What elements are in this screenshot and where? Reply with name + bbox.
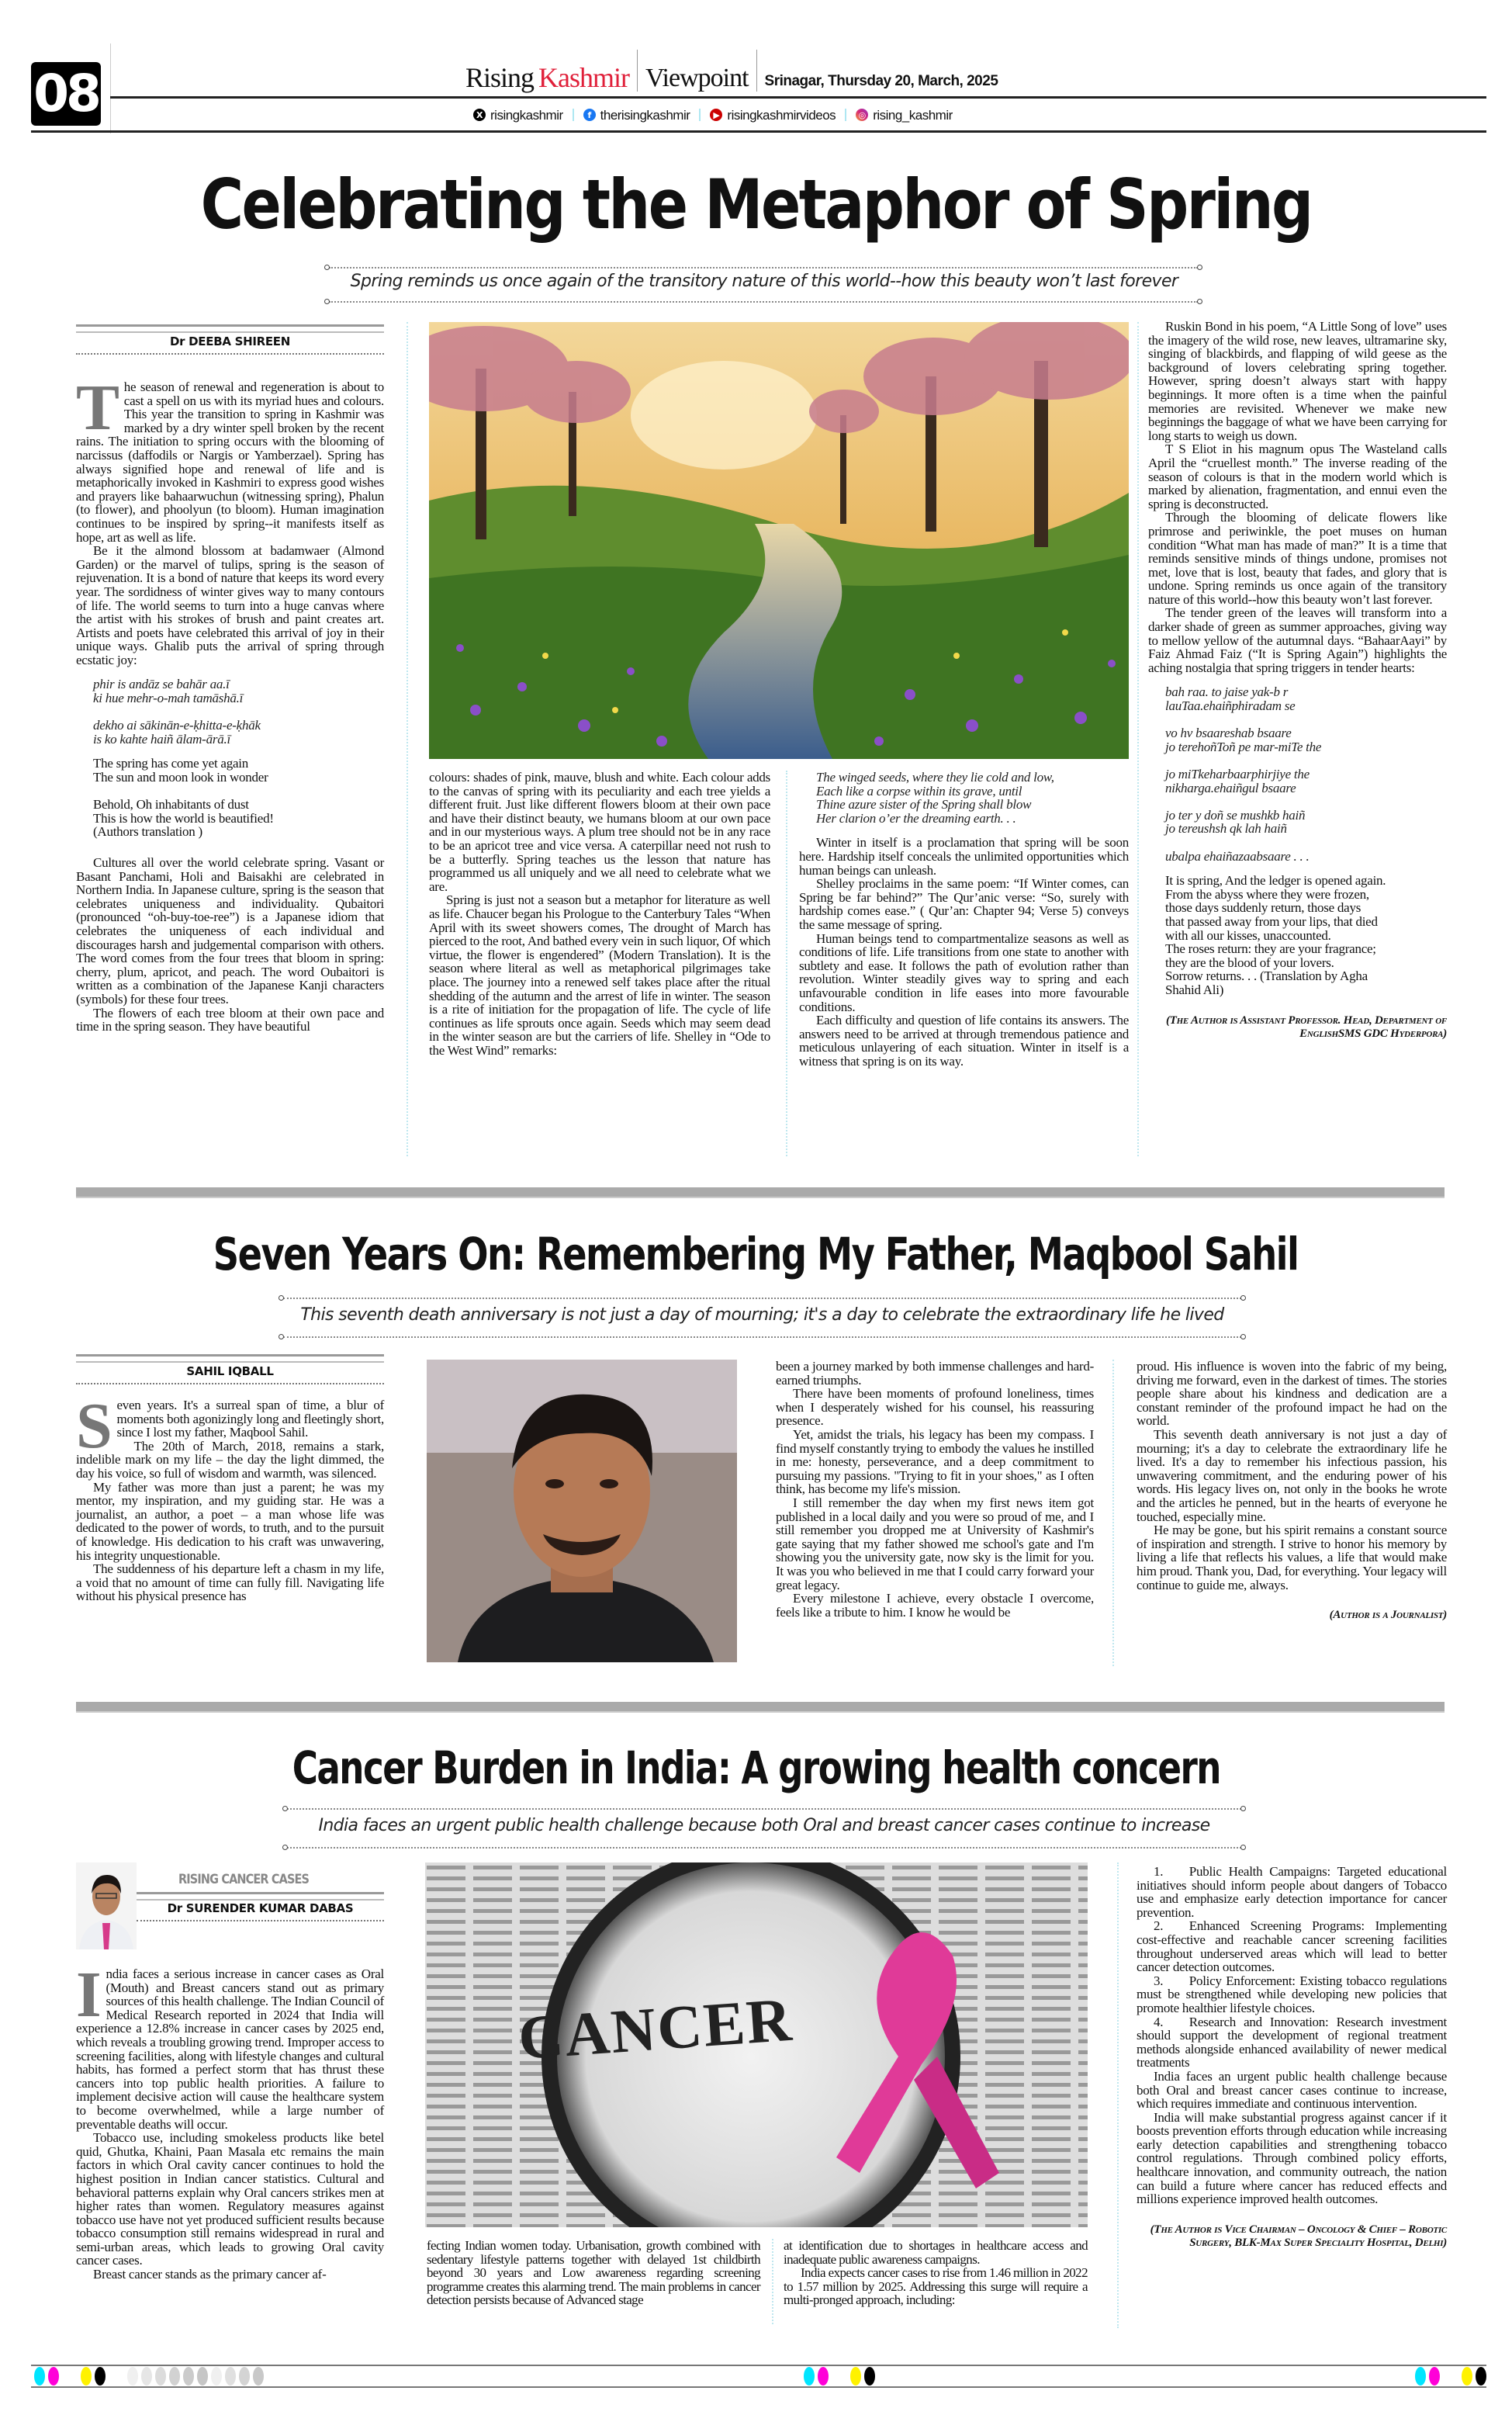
paragraph: India expects cancer cases to rise from 1.46 million in 2022 to 1.57 million by 2025. Addressing this surge will require a multi-pronged approach, including: xyxy=(784,2265,1088,2308)
article2-column-3 xyxy=(776,1360,1094,1619)
cyan-swatch xyxy=(1415,2367,1426,2386)
black-swatch xyxy=(1476,2367,1486,2386)
spring-landscape-image xyxy=(429,322,1129,759)
print-color-bar xyxy=(31,2365,1486,2388)
article1-subtitle: Spring reminds us once again of the transitory nature of this world--how this beauty won’t last forever xyxy=(350,272,1178,291)
article3-column-1 xyxy=(76,1959,384,2282)
shelley-verse: The winged seeds, where they lie cold and low, Each like a corpse within its grave, until Thine azure sister of the Spring shall blow Her clarion o’er the dreaming earth. . . xyxy=(816,770,1054,826)
youtube-icon: ▶ xyxy=(710,109,722,121)
dateline: Srinagar, Thursday 20, March, 2025 xyxy=(764,73,998,89)
masthead-rule xyxy=(110,96,1486,99)
cyan-swatch xyxy=(804,2367,815,2386)
drop-cap: T xyxy=(76,372,119,444)
column-separator xyxy=(1117,1862,1119,2328)
gray-swatch xyxy=(141,2367,152,2386)
ghalib-translation: The spring has come yet again The sun and moon look in wonder Behold, Oh inhabitants of dust This is how the world is beautified! (Authors translation ) xyxy=(93,756,274,840)
byline-rule xyxy=(76,353,384,355)
paragraph: This seventh death anniversary is not just a day of mourning; it's a day to celebrate the extraordinary life he lived. It's a day to remember his infectious passion, his unwavering commitment, and the enduring power of his words. His legacy lives on, not only in the books he wrote and the articles he penned, but in the hearts of everyone he touched, especially mine. xyxy=(1137,1426,1447,1524)
paragraph: Shelley proclaims in the same poem: “If Winter comes, can Spring be far behind?” The Qur’anic verse: “So, surely with hardship comes ease.” ( Qur’an: Chapter 94; Verse 5) conveys the same message of spring. xyxy=(799,876,1129,932)
article1-column-3 xyxy=(799,771,1129,1068)
social-youtube[interactable] xyxy=(710,109,836,122)
column-separator xyxy=(1137,322,1139,1156)
divider xyxy=(110,43,111,133)
article3-headline xyxy=(0,1741,1512,1794)
section-name: Viewpoint xyxy=(645,64,749,92)
paragraph-text: even years. It's a surreal span of time, a blur of moments both agonizingly long and fleetingly short, since I lost my father, Maqbool Sahil. xyxy=(116,1398,384,1440)
divider xyxy=(637,50,638,92)
section-divider xyxy=(76,1187,1445,1198)
gray-swatch xyxy=(239,2367,250,2386)
list-item: 4. Research and Innovation: Research investment should support the development of regional treatment methods alongside enhanced availability of newer medical treatments xyxy=(1137,2014,1447,2070)
brand-rising: Rising xyxy=(465,62,535,93)
page-number: 08 xyxy=(31,62,101,126)
gray-swatch xyxy=(225,2367,236,2386)
author-photo xyxy=(76,1862,137,1949)
headline-text: Seven Years On: Remembering My Father, Maqbool Sahil xyxy=(213,1228,1299,1280)
article3-column-3 xyxy=(784,2239,1088,2307)
list-item: 3. Policy Enforcement: Existing tobacco regulations must be strengthened while developing new policies that promote healthier lifestyle choices. xyxy=(1137,1973,1447,2015)
faiz-verse: bah raa. to jaise yak-b r lauTaa.ehaiñphiradam se vo hv bsaareshab bsaare jo terehoñToñ pe mar-miTe the jo miTkeharbaarphirjiye the nikharga.ehaiñgul bsaare jo ter y doñ se mushkb haiñ jo tereushsh qk lah haiñ ubalpa ehaiñazaabsaare . . . xyxy=(1165,684,1322,864)
social-x[interactable] xyxy=(473,109,563,122)
article2-column-1 xyxy=(76,1390,384,1604)
paragraph: India will make substantial progress against cancer if it boosts prevention efforts through education while increasing early detection capabilities and strengthening tobacco control regulations. Through combined policy efforts, healthcare innovation, and community outreach, the nation can build a future where cancer has reduced effects and millions experience improved health outcomes. xyxy=(1137,2109,1447,2207)
article1-column-2 xyxy=(429,771,770,1057)
paragraph: The flowers of each tree bloom at their own pace and time in the spring season. They have beautiful xyxy=(76,1005,384,1034)
masthead xyxy=(465,48,1164,92)
social-handle: risingkashmirvideos xyxy=(727,107,836,123)
paragraph: There have been moments of profound loneliness, times when I desperately wished for his counsel, his reassuring presence. xyxy=(776,1386,1094,1429)
paragraph: The 20th of March, 2018, remains a stark, indelible mark on my life – the day the light dimmed, the day his voice, so full of wisdom and warmth, was silenced. xyxy=(76,1438,384,1481)
section-divider xyxy=(76,1702,1445,1713)
divider xyxy=(756,50,757,92)
masthead-rule xyxy=(31,130,1486,133)
column-separator xyxy=(407,322,408,1156)
article3-column-4 xyxy=(1137,1865,1447,2250)
article3-column-2 xyxy=(427,2239,760,2307)
maqbool-sahil-portrait xyxy=(427,1360,737,1662)
byline-rule xyxy=(76,1383,384,1384)
paragraph: He may be gone, but his spirit remains a constant source of inspiration and strength. I strive to honor his memory by living a life that reflects his values, a life that would make him proud. Thank you, Dad, for everything. Your legacy will continue to guide me, always. xyxy=(1137,1523,1447,1592)
byline-rule xyxy=(137,1892,384,1901)
yellow-swatch xyxy=(850,2367,861,2386)
paragraph: proud. His influence is woven into the fabric of my being, driving me forward, even in the darkest of times. The stories people share about his kindness and dedication are a constant reminder of the profound impact he had on the world. xyxy=(1137,1359,1447,1429)
author-credit: (The Author is Vice Chairman – Oncology & Chief – Robotic Surgery, BLK-Max Super Speciality Hospital, Delhi) xyxy=(1150,2223,1447,2249)
subtitle-rule xyxy=(287,1808,1241,1810)
x-icon: X xyxy=(473,109,486,121)
paragraph: Ruskin Bond in his poem, “A Little Song of love” uses the imagery of the wild rose, new leaves, ultramarine sky, singing of blackbirds, and flapping of wild geese as the background of lovers celebrating spring together. However, spring doesn’t always start with happy beginnings. It more often is a time when the painful memories are revisited. Whenever we make new beginnings the baggage of what we have been carrying for long starts to weigh us down. xyxy=(1148,319,1447,443)
subtitle-rule xyxy=(287,1847,1241,1849)
article3-byline: Dr SURENDER KUMAR DABAS xyxy=(167,1901,354,1915)
registration-mark xyxy=(1443,2367,1458,2386)
social-facebook[interactable] xyxy=(583,109,690,122)
paragraph: Through the blooming of delicate flowers like primrose and periwinkle, the poet muses on human condition “What man has made of man?” It is a time that reminds sensitive minds of things undone, promises not met, love that is lost, beauty that fades, and glory that is undone. Spring reminds us once again of the transitory nature of this world--how this beauty won’t last forever. xyxy=(1148,510,1447,607)
black-swatch xyxy=(864,2367,875,2386)
article1-column-4 xyxy=(1148,320,1447,1041)
divider xyxy=(573,109,574,121)
magenta-swatch xyxy=(818,2367,829,2386)
gray-swatch xyxy=(155,2367,166,2386)
article2-subtitle: This seventh death anniversary is not just a day of mourning; it's a day to celebrate the extraordinary life he lived xyxy=(300,1305,1224,1325)
article2-column-4 xyxy=(1137,1360,1447,1622)
article2-headline xyxy=(0,1228,1512,1280)
paragraph: Yet, amidst the trials, his legacy has been my compass. I find myself constantly trying to embody the values he instilled in me: honesty, perseverance, and a deep commitment to pursuing my passions. "Trying to fit in your shoes," as I often think, has become my life's mission. xyxy=(776,1426,1094,1497)
image-cancer-text: CANCER xyxy=(516,1985,795,2074)
registration-mark xyxy=(62,2367,78,2386)
registration-mark xyxy=(832,2367,847,2386)
paragraph: The suddenness of his departure left a chasm in my life, a void that no amount of time can fully fill. Navigating life without his physical presence has xyxy=(76,1561,384,1604)
paragraph: Spring is just not a season but a metaphor for literature as well as life. Chaucer began his Prologue to the Canterbury Tales “When April with its sweet showers comes, The drought of March has pierced to the root, And bathed every vein in such liquor, Of which virtue, the flower is engendered” (Modern Translation). It is the season where literal as well as metaphorical pilgrimages take place. The journey into a renewed self takes place after the ritual shedding of the autumn and the arrest of life in winter. The season is a rite of initiation for the propagation of life. The cycle of life continues as life sprouts once again. Seeds which may seem dead in the winter season are but the carriers of life. Shelley in “Ode to the West Wind” remarks: xyxy=(429,892,770,1058)
subtitle-rule xyxy=(283,1298,1241,1299)
article3-subtitle: India faces an urgent public health challenge because both Oral and breast cancer cases continue to increase xyxy=(318,1816,1210,1835)
paragraph: My father was more than just a parent; he was my mentor, my inspiration, and my guiding star. He was a journalist, an author, a poet – a man whose life was dedicated to the power of words, to truth, and to the pursuit of knowledge. His dedication to his craft was unwavering, his integrity unquestionable. xyxy=(76,1479,384,1563)
social-handle: therisingkashmir xyxy=(600,107,690,123)
byline-rule xyxy=(76,1354,384,1363)
drop-cap: I xyxy=(76,1959,102,2031)
paragraph: Human beings tend to compartmentalize seasons as well as conditions of life. Life transitions from one state to another with subtlety and ease. It follows the path of evolution rather than revolution. Winter steadily gives way to spring and each unfavourable condition in life eases into more favourable conditions. xyxy=(799,930,1129,1014)
paragraph-text: he season of renewal and regeneration is about to cast a spell on us with its myriad hues and colours. This year the transition to spring in Kashmir was marked by a dry winter spell broken by the recent rains. The initiation to spring occurs with the blooming of narcissus (daffodils or Nargis or Yamberzael). Spring has always signified hope and renewal of life and is metaphorically invoked in Kashmiri to express good wishes and prayers like bahaarwuchun (witnessing spring), Phalun (to flower), and phoolyun (to bloom). Human imagination continues to be inspired by spring--it manifests itself as hope, art as well as life. xyxy=(76,379,384,545)
paragraph: at identification due to shortages in healthcare access and inadequate public awareness campaigns. xyxy=(784,2238,1088,2267)
faiz-translation: It is spring, And the ledger is opened again. From the abyss where they were frozen, those days suddenly return, those days that passed away from your lips, that died with all our kisses, unaccounted. The roses return: they are your fragrance; they are the blood of your lovers. Sorrow returns. . . (Translation by Agha Shahid Ali) xyxy=(1165,873,1386,997)
social-handle: rising_kashmir xyxy=(873,107,953,123)
paragraph: Each difficulty and question of life contains its answers. The answers need to be arrived at through tremendous patience and meticulous unlayering of each situation. Winter in itself is a witness that spring is on its way. xyxy=(799,1013,1129,1069)
paragraph: been a journey marked by both immense challenges and hard-earned triumphs. xyxy=(776,1359,1094,1388)
list-item: 1. Public Health Campaigns: Targeted educational initiatives should inform people about dangers of Tobacco use and emphasize early detection importance for cancer prevention. xyxy=(1137,1864,1447,1920)
social-links xyxy=(473,104,1094,126)
paragraph: Be it the almond blossom at badamwaer (Almond Garden) or the marvel of tulips, spring is the season of rejuvenation. It is a bond of nature that keeps its word every year. The sordidness of winter gives way to many contours of life. The world seems to turn into a huge canvas where the artist with his strokes of brush and paint creates art. Artists and poets have celebrated this arrival of joy in their unique ways. Ghalib puts the arrival of spring through ecstatic joy: xyxy=(76,543,384,667)
author-credit: (Author is a Journalist) xyxy=(1329,1609,1447,1622)
article3-kicker: RISING CANCER CASES xyxy=(178,1872,310,1887)
brand-kashmir: Kashmir xyxy=(538,62,630,93)
magenta-swatch xyxy=(1429,2367,1440,2386)
headline-text: Celebrating the Metaphor of Spring xyxy=(200,165,1312,244)
paragraph: T S Eliot in his magnum opus The Wasteland calls April the “cruellest month.” The inverse reading of the season of colours is that in the modern world which is marked by alienation, fragmentation, and ennui even the spring is deconstructed. xyxy=(1148,442,1447,511)
drop-cap: S xyxy=(76,1390,112,1462)
article2-byline: SAHIL IQBALL xyxy=(186,1364,274,1378)
byline-rule xyxy=(76,324,384,333)
paragraph xyxy=(76,1959,384,2132)
author-credit: (The Author is Assistant Professor. Head, Department of EnglishSMS GDC Hyderpora) xyxy=(1165,1014,1447,1040)
magenta-swatch xyxy=(48,2367,59,2386)
facebook-icon: f xyxy=(583,109,596,121)
social-handle: risingkashmir xyxy=(490,107,563,123)
subtitle-rule xyxy=(283,1336,1241,1338)
gray-swatch xyxy=(211,2367,222,2386)
cyan-swatch xyxy=(34,2367,45,2386)
byline-rule xyxy=(137,1920,384,1921)
article1-column-1 xyxy=(76,372,384,1034)
ghalib-verse: phir is andāz se bahār aa.ī ki hue mehr-o-mah tamāshā.ī dekho ai sākinān-e-ḳhitta-e-ḳhāk is ko kahte haiñ ālam-ārā.ī xyxy=(93,677,261,747)
article1-headline xyxy=(0,165,1512,244)
paragraph: Breast cancer stands as the primary cancer af- xyxy=(93,2267,327,2282)
gray-swatch xyxy=(183,2367,194,2386)
gray-swatch xyxy=(197,2367,208,2386)
paragraph: The tender green of the leaves will transform into a darker shade of green as summer approaches, giving way to mellow yellow of the autumnal days. “BahaarAayi” by Faiz Ahmad Faiz (“It is Spring Again”) highlights the aching nostalgia that spring triggers in tender hearts: xyxy=(1148,605,1447,675)
headline-text: Cancer Burden in India: A growing health concern xyxy=(292,1741,1220,1794)
gray-swatch xyxy=(169,2367,180,2386)
paragraph: colours: shades of pink, mauve, blush and white. Each colour adds to the canvas of spring with its peculiarity and each tree yields a different fruit. Just like different flowers bloom at their own pace and have their distinct beauty, we humans bloom at our own pace and in our mysterious ways. A plum tree should not be in any race to be an apricot tree and vice versa. A caterpillar need not rush to be a butterfly. Spring teaches us the lesson that nature has programmed us all uniquely and we all need to celebrate what we are. xyxy=(429,770,770,894)
paragraph: Winter in itself is a proclamation that spring will be soon here. Hardship itself conceals the unlimited opportunities which human beings can unleash. xyxy=(799,835,1129,878)
column-separator xyxy=(772,2239,773,2324)
subtitle-rule xyxy=(329,267,1198,269)
divider xyxy=(699,109,701,121)
paragraph: Every milestone I achieve, every obstacle I overcome, feels like a tribute to him. I know he would be xyxy=(776,1591,1094,1620)
divider xyxy=(845,109,846,121)
subtitle-rule xyxy=(329,301,1198,303)
article1-byline: Dr DEEBA SHIREEN xyxy=(169,334,290,348)
paragraph-text: ndia faces a serious increase in cancer cases as Oral (Mouth) and Breast cancers stand out as primary sources of this health challenge. The Indian Council of Medical Research reported in 2024 that India will experience a 12.8% increase in cancer cases by 2025 end, which reveals a troubling growing trend. Improper access to screening facilities, along with lifestyle changes and cultural habits, has formed a perfect storm that has thrust these cancers into top public health priorities. A failure to implement decisive action will cause the healthcare system to become overwhelmed, while a large number of preventable deaths will occur. xyxy=(76,1966,384,2132)
gray-swatch xyxy=(127,2367,138,2386)
social-instagram[interactable] xyxy=(856,109,953,122)
paragraph: Tobacco use, including smokeless products like betel quid, Ghutka, Khaini, Paan Masala etc remains the main factors in which Oral cavity cancer continues to hold the highest position in Indian cancer statistics. Cultural and behavioral patterns explain why Oral cancers strikes men at higher rates than women. Regulatory measures against tobacco use have not yet produced sufficient results because tobacco consumption still remains widespread in rural and semi-urban areas, which leads to growing Oral cavity cancer cases. xyxy=(76,2130,384,2268)
gray-swatch xyxy=(253,2367,264,2386)
paragraph: India faces an urgent public health challenge because both Oral and breast cancer cases continue to increase, which requires immediate and continuous intervention. xyxy=(1137,2068,1447,2112)
column-separator xyxy=(1112,1360,1114,1666)
paragraph xyxy=(76,372,384,545)
yellow-swatch xyxy=(1462,2367,1472,2386)
instagram-icon: ◎ xyxy=(856,109,868,121)
cancer-ribbon-image xyxy=(425,1862,1088,2227)
yellow-swatch xyxy=(81,2367,92,2386)
paragraph: fecting Indian women today. Urbanisation, growth combined with sedentary lifestyle patterns together with delayed 1st childbirth beyond 30 years and Low awareness regarding screening programme creates this alarming trend. The main problems in cancer detection persists because of Advanced stage xyxy=(427,2238,760,2308)
paragraph: Cultures all over the world celebrate spring. Vasant or Basant Panchami, Holi and Baisakhi are celebrated in Northern India. In Japanese culture, spring is the season that celebrates uniqueness and individuality. Qubaitori (pronounced “oh-buy-toe-ree”) is a Japanese idiom that celebrates the uniqueness of each individual and discourages harsh and judgemental comparison with others. The word comes from the four trees that bloom in spring: cherry, plum, apricot, and peach. The word Oubaitori is written as a combination of the Japanese Kanji characters (symbols) for these four trees. xyxy=(76,855,384,1007)
column-separator xyxy=(786,771,787,1156)
paragraph: I still remember the day when my first news item got published in a local daily and you were so proud of me, and I still remember you dropped me at University of Kashmir's gate saying that my father showed me school's gate and I'm showing you the university gate, now sky is the limit for you. It was you who believed in me that I could carry forward your great legacy. xyxy=(776,1495,1094,1592)
black-swatch xyxy=(95,2367,106,2386)
list-item: 2. Enhanced Screening Programs: Implementing cost-effective and reachable cancer screening facilities throughout underserved areas which will lead to better cancer detection outcomes. xyxy=(1137,1918,1447,1975)
